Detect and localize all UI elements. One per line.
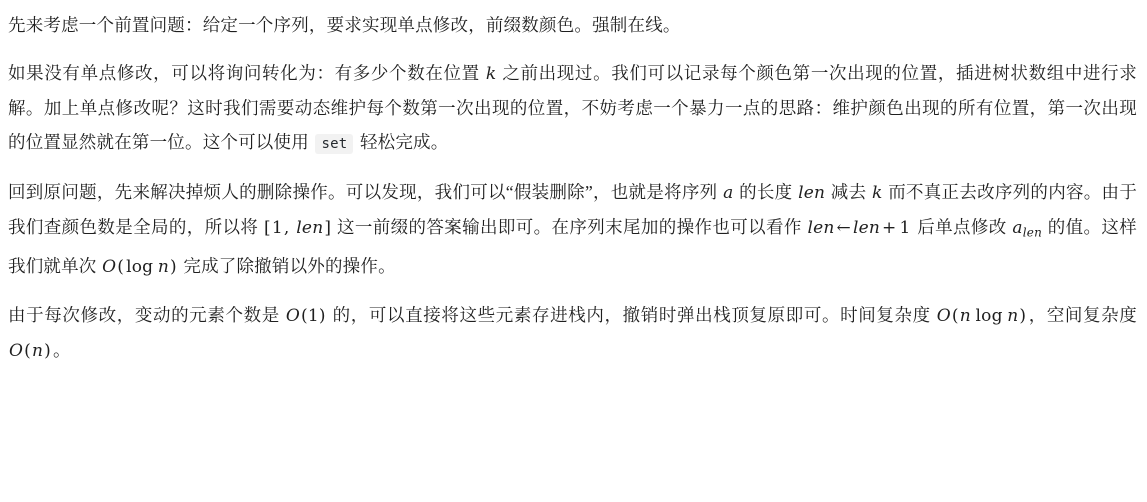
math-o-1: O(1)	[285, 306, 326, 327]
paragraph-3-text-part-3: 减去	[826, 182, 872, 202]
math-o-n: O(n)	[9, 341, 51, 362]
math-k-2: k	[872, 183, 883, 203]
paragraph-4-text-part-2: 的，可以直接将这些元素存进栈内，撤销时弹出栈顶复原即可。时间复杂度	[327, 305, 936, 326]
paragraph-4-text-part-4: 。	[52, 340, 71, 361]
paragraph-3-text-part-8: 完成了除撤销以外的操作。	[178, 256, 396, 277]
paragraph-4-text-part-3: ，空间复杂度	[1028, 305, 1138, 326]
paragraph-1	[8, 8, 1137, 42]
math-a: a	[723, 183, 734, 203]
paragraph-3	[8, 175, 1137, 284]
paragraph-2-text-part-3: 轻松完成。	[355, 132, 449, 152]
paragraph-2	[8, 56, 1137, 161]
math-interval-1-len: [1, len]	[264, 218, 332, 238]
math-k: k	[485, 64, 497, 84]
paragraph-3-text-part-6: 后单点修改	[912, 217, 1012, 237]
math-o-n-log-n: O(n log n)	[936, 306, 1027, 327]
paragraph-3-text-part-5: 这一前缀的答案输出即可。在序列末尾加的操作也可以看作	[332, 217, 807, 237]
paragraph-4-text-part-1: 由于每次修改，变动的元素个数是	[8, 305, 285, 326]
paragraph-1-text: 先来考虑一个前置问题：给定一个序列，要求实现单点修改，前缀数颜色。强制在线。	[8, 15, 681, 35]
paragraph-3-text-part-1: 回到原问题，先来解决掉烦人的删除操作。可以发现，我们可以“假装删除”，也就是将序列	[8, 182, 723, 202]
math-len: len	[798, 183, 826, 203]
paragraph-3-text-part-4: 而不真正去改序列的内容。由于我们查颜色数是全局的，所以将	[8, 182, 1138, 237]
code-set: set	[315, 134, 353, 154]
math-len-assign: len ← len + 1	[807, 218, 911, 238]
paragraph-2-text-part-2: 之前出现过。我们可以记录每个颜色第一次出现的位置，插进树状数组中进行求解。加上单点修改呢？这时我们需要动态维护每个数第一次出现的位置，不妨考虑一个暴力一点的思路：维护颜色出现的所有位置，第一次出现的位置显然就在第一位。这个可以使用	[8, 63, 1137, 152]
paragraph-3-text-part-2: 的长度	[734, 182, 798, 202]
math-o-log-n: O( log n)	[102, 257, 177, 278]
paragraph-2-text-part-1: 如果没有单点修改，可以将询问转化为：有多少个数在位置	[8, 63, 485, 83]
paragraph-4	[8, 298, 1137, 368]
math-a-len: $a_{len}$	[1012, 218, 1043, 240]
paragraph-3-text-part-7: 的值。这样我们就单次	[8, 217, 1137, 277]
